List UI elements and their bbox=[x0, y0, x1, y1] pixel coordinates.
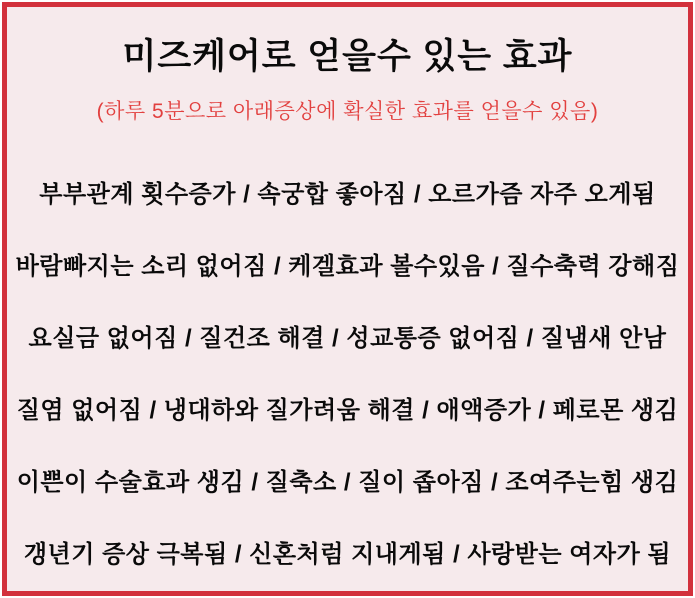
page-title: 미즈케어로 얻을수 있는 효과 bbox=[122, 37, 573, 76]
effects-poster bbox=[2, 2, 693, 596]
page-subtitle: (하루 5분으로 아래증상에 확실한 효과를 얻을수 있음) bbox=[96, 100, 599, 123]
effects-list bbox=[7, 155, 688, 587]
effect-line-2: 바람빠지는 소리 없어짐 / 케겔효과 볼수있음 / 질수축력 강해짐 bbox=[15, 252, 680, 280]
effect-line-3: 요실금 없어짐 / 질건조 해결 / 성교통증 없어짐 / 질냄새 안남 bbox=[28, 324, 667, 352]
effect-line-4: 질염 없어짐 / 냉대하와 질가려움 해결 / 애액증가 / 페로몬 생김 bbox=[16, 396, 679, 424]
effect-line-6: 갱년기 증상 극복됨 / 신혼처럼 지내게됨 / 사랑받는 여자가 됨 bbox=[23, 540, 672, 568]
effect-line-1: 부부관계 횟수증가 / 속궁합 좋아짐 / 오르가즘 자주 오게됨 bbox=[39, 180, 656, 208]
effect-line-5: 이쁜이 수술효과 생김 / 질축소 / 질이 좁아짐 / 조여주는힘 생김 bbox=[16, 468, 679, 496]
